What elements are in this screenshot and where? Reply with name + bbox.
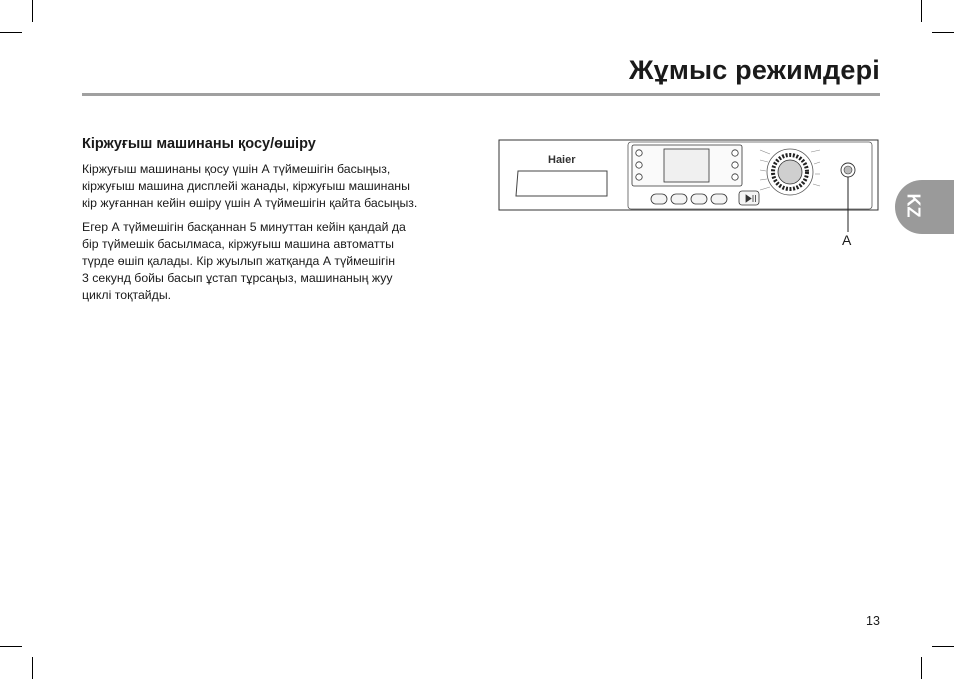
left-buttons — [636, 150, 642, 180]
text-line: кіржуғыш машина дисплейі жанады, кіржуғыш машинаны — [82, 179, 410, 193]
page-title: Жұмыс режимдері — [629, 55, 880, 85]
right-buttons — [732, 150, 738, 180]
title-rule — [82, 93, 880, 96]
crop-mark — [932, 646, 954, 647]
paragraph-auto-off — [82, 219, 462, 304]
callout-label-a: A — [842, 232, 852, 248]
crop-mark — [921, 0, 922, 22]
text-line: түрде өшіп қалады. Кір жуылып жатқанда А түймешігін — [82, 254, 395, 268]
control-panel-illustration — [498, 138, 880, 250]
crop-mark — [32, 0, 33, 22]
crop-mark — [32, 657, 33, 679]
section-title: Кіржуғыш машинаны қосу/өшіру — [82, 136, 316, 152]
power-button — [841, 163, 855, 177]
crop-mark — [932, 32, 954, 33]
page-number: 13 — [866, 614, 880, 628]
text-line: циклі тоқтайды. — [82, 288, 172, 302]
text-line: бір түймешік басылмаса, кіржуғыш машина автоматты — [82, 237, 394, 251]
brand-logo: Haier — [548, 154, 576, 166]
crop-mark — [0, 646, 22, 647]
crop-mark — [0, 32, 22, 33]
lcd-display — [664, 149, 709, 182]
text-line: кір жуғаннан кейін өшіру үшін А түймешігін қайта басыңыз. — [82, 196, 418, 210]
language-tab-label: KZ — [903, 193, 924, 218]
paragraph-power-on-off — [82, 161, 462, 212]
crop-mark — [921, 657, 922, 679]
text-line: Кіржуғыш машинаны қосу үшін А түймешігін басыңыз, — [82, 162, 391, 176]
text-line: Егер А түймешігін басқаннан 5 минуттан кейін қандай да — [82, 220, 406, 234]
program-knob — [767, 149, 813, 195]
text-line: 3 секунд бойы басып ұстап тұрсаңыз, машинаның жуу — [82, 271, 393, 285]
